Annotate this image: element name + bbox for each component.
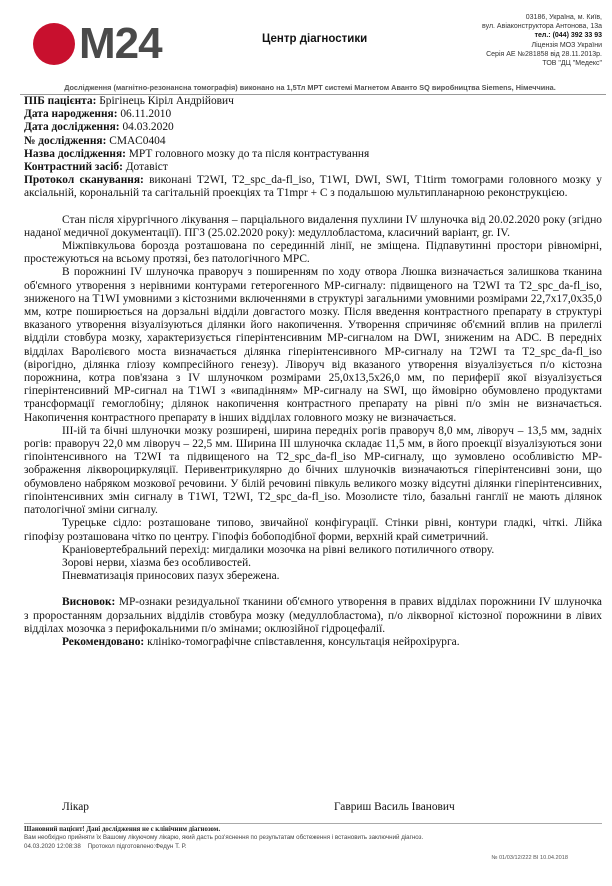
protocol-value: виконані T2WI, T2_spc_da-fl_iso, T1WI, DWI, SWI, T1tirm томограми головного мозку у аксіальній, корональній та сагітальній проекціях та T1mpr + C з подальшою мультипланарною реконструкцією. [24, 174, 603, 200]
protocol-label: Протокол сканування: [24, 174, 144, 187]
patient-value: Брігінець Кіріл Андрійович [99, 95, 234, 107]
address-line-1: 03186, Україна, м. Київ, [525, 14, 602, 21]
history-paragraph: Стан після хірургічного лікування – парціального видалення пухлини IV шлуночка від 20.02.2020 року (згідно наданої медичної документації). ПГЗ (25.02.2020 року): медуллобластома, класичний варіант, gr. IV. [24, 213, 602, 239]
logo-text: M24 [79, 19, 162, 68]
report-content [24, 95, 602, 649]
report-header [0, 0, 612, 92]
logo-circle-icon [33, 23, 75, 65]
footer-datetime: 04.03.2020 12:08:38 [24, 842, 81, 850]
report-footer [24, 826, 602, 851]
address-line-2: вул. Авіаконструктора Антонова, 13а [482, 23, 602, 31]
footer-prepared-by: Протокол підготовлено:Федун Т. Р. [87, 842, 187, 850]
footer-advice: Вам необхідно прийняти їх Вашому лікуючому лікарю, який дасть роз'яснення по результатам обстеження і встановить заключний діагноз. [24, 834, 424, 842]
clinic-address [482, 13, 602, 68]
recommendation-paragraph [24, 636, 602, 649]
contrast-field [24, 161, 602, 174]
patient-label: ПІБ пацієнта: [24, 95, 97, 107]
exam-date-field [24, 121, 602, 134]
dob-field [24, 108, 602, 121]
conclusion-paragraph [24, 596, 602, 636]
patient-field [24, 95, 602, 108]
footer-divider [24, 823, 602, 824]
craniovertebral-paragraph: Краніовертебральний перехід: мигдалики мозочка на рівні великого потиличного отвору. [62, 543, 495, 556]
footer-meta [24, 843, 602, 851]
exam-date-value: 04.03.2020 [122, 121, 174, 134]
recommendation-label: Рекомендовано: [62, 635, 145, 648]
footer-warning: Шановний пацієнт! Дані дослідження не є клінічним діагнозом. [24, 826, 221, 833]
doctor-role: Лікар [62, 801, 90, 813]
document-code: № 01/03/12/222 ВІ 10.04.2018 [491, 855, 568, 861]
exam-name-field [24, 148, 602, 161]
center-title: Центр діагностики [262, 33, 368, 45]
clinic-logo [33, 19, 162, 68]
recommendation-value: клініко-томографічне співставлення, консультація нейрохірурга. [147, 635, 460, 648]
contrast-value: Дотавіст [125, 161, 168, 174]
conclusion-label: Висновок: [62, 596, 116, 609]
doctor-name: Гавриш Василь Іванович [334, 801, 455, 813]
equipment-banner: Дослідження (магнітно-резонансна томографія) виконано на 1,5Тл МРТ системі Магнетом Аванто SQ виробництва Siemens, Німеччина. [64, 83, 556, 92]
exam-number-label: № дослідження: [24, 134, 107, 147]
exam-name-value: МРТ головного мозку до та після контрастування [128, 147, 370, 160]
sinuses-paragraph: Пневматизація приносових пазух збережена. [62, 570, 280, 583]
contrast-label: Контрастний засіб: [24, 161, 123, 174]
conclusion-value: МР-ознаки резидуальної тканини об'ємного утворення в правих відділах порожнини IV шлуночка з проростанням дорзальних відділів стовбура мозку (медуллобластома), п/о лікворної кістозної порожнини в лівих відділах мозочка з перифокальними п/о змінами; оклюзійної гідроцефалії. [24, 596, 602, 635]
exam-name-label: Назва дослідження: [24, 147, 126, 160]
exam-number-field [24, 135, 602, 148]
optic-nerves-paragraph: Зорові нерви, хіазма без особливостей. [62, 556, 252, 569]
sella-paragraph: Турецьке сідло: розташоване типово, звичайної конфігурації. Стінки рівні, контури гладкі, чіткі. Лійка гіпофізу розташована чітко по центру. Гіпофіз бобоподібної форми, верхній край симетричний. [24, 517, 602, 543]
license-line-1: Ліцензія МОЗ України [531, 41, 602, 49]
exam-number-value: CMAC0404 [109, 134, 166, 147]
license-line-3: ТОВ "ДЦ "Медекс" [542, 60, 602, 68]
ventricles-paragraph: III-ій та бічні шлуночки мозку розширені, ширина передніх рогів праворуч 8,0 мм, ліворуч – 13,5 мм, задніх рогів: праворуч 22,0 мм ліворуч – 22,5 мм. Ширина III шлуночка складає 11,5 мм, в його проекції візуалізуються зони гіпоінтенсивного на T2WI та підвищеного на T2_spc_da-fl_iso МР-сигналу, що зумовлено особливістю МР-зображення ліквороциркуляції. Перивентрикулярно до бічних шлуночків визначаються гіперінтенсивні зони, що обумовлено набряком мозкової речовини. У білій речовині півкуль великого мозку відсутні ділянки гіперінтенсивних, гіпоінтенсивних змін сигналу в T1WI, T2WI, T2_spc_da-fl_iso. Мозолисте тіло, базальні ганглії не мають ділянок патологічної зміни сигналу. [24, 424, 602, 517]
midline-paragraph: Міжпівкульова борозда розташована по серединній лінії, не зміщена. Підпавутинні простори рівномірні, простежуються на всьому протязі, без патологічного МРС. [24, 240, 602, 266]
dob-value: 06.11.2010 [120, 108, 172, 121]
exam-date-label: Дата дослідження: [24, 121, 120, 134]
license-line-2: Серія АЕ №281858 від 28.11.2013р. [486, 50, 602, 58]
protocol-field [24, 174, 602, 200]
clinic-phone: тел.: (044) 392 33 93 [534, 32, 602, 40]
fourth-ventricle-paragraph: В порожнині IV шлуночка праворуч з поширенням по ходу отвора Люшка визначається залишкова тканина об'ємного утворення з нерівними контурами гетерогенного МР-сигналу: підвищеного на T2WI та T2_spc_da-fl_iso, зниженого на T1WI умовними з кістозними включеннями в структурі загальними умовними розмірами 22,7х17,0х35,0 мм, котре поширюється на дорзальні відділи довгастого мозку. Після введення контрастного препарату в структурі вказаного утворення візуалізуються ділянки його накопичення. Утворення спричиняє об'ємний вплив на прилеглі відділи стовбура мозку, характеризується гіперінтенсивним МР-сигналом на DWI, зниженим на ADC. В передніх відділах Варолієвого моста визначається ділянка гіперінтенсивного МР-сигналу на T2WI та T2_spc_da-fl_iso (вірогідно, ділянка гліозу компресійного генезу). Ліворуч від вказаного утворення візуалізується п/о кістозна порожнина, котра пов'язана з IV шлуночком розмірами 25,0х13,5х26,0 мм, по периферії якої візуалізується гіперінтенсивний МР-сигнал на T1WI з «випадінням» МР-сигналу на SWI, що ймовірно обумовлено продуктами трансформації гемоглобіну; ділянок накопичення контрастного препарату на рівні п/о змін не визначається. Накопичення контрастного препарату в інших відділах головного мозку не визначається. [24, 266, 602, 424]
dob-label: Дата народження: [24, 108, 118, 121]
